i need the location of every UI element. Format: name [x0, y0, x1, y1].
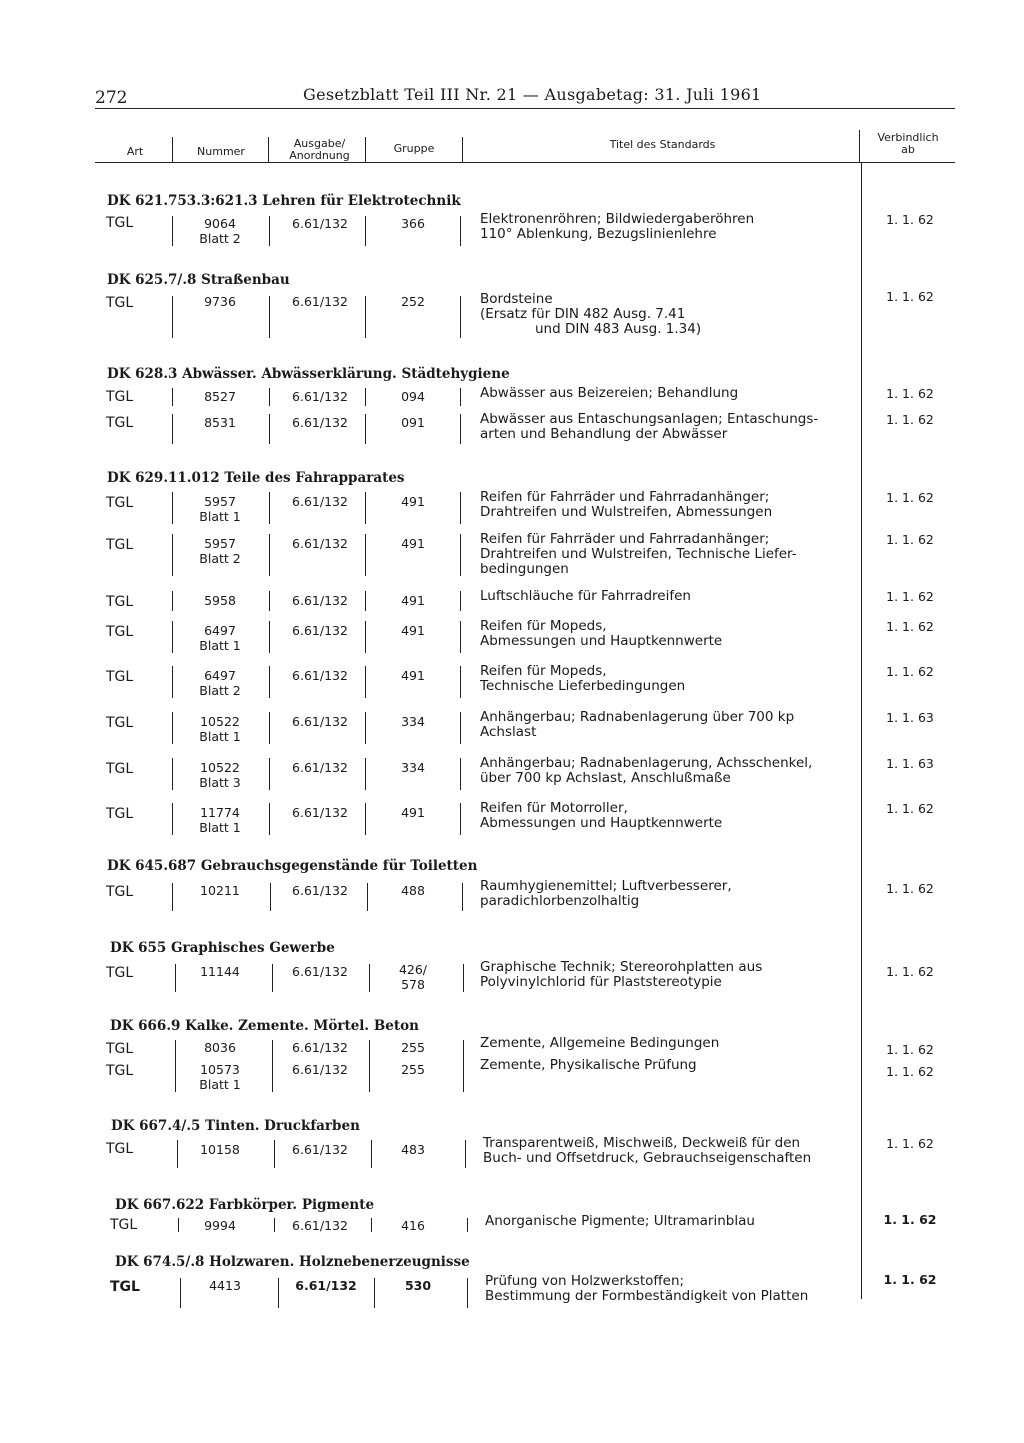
ausgabe-cell: 6.61/132: [292, 389, 348, 404]
section-title: DK 655 Graphisches Gewerbe: [110, 940, 335, 956]
gruppe-cell: 416: [401, 1218, 425, 1233]
header-verbindlich: [862, 132, 954, 156]
gruppe-cell: 366: [401, 216, 425, 231]
header-divider: [172, 137, 173, 163]
title-cell: [480, 879, 858, 909]
header-art: Art: [126, 145, 144, 158]
page-number: 272: [95, 88, 128, 108]
separator: [467, 1278, 468, 1308]
separator: [172, 666, 173, 698]
header-divider: [365, 137, 366, 163]
title-cell: [480, 1058, 858, 1073]
separator: [269, 388, 270, 406]
nummer-cell: 5957: [204, 536, 236, 551]
verbindlich-cell: 1. 1. 62: [886, 619, 934, 634]
art-cell: TGL: [110, 1217, 138, 1233]
title-line: Abmessungen und Hauptkennwerte: [480, 633, 723, 649]
ausgabe-cell: 6.61/132: [292, 1142, 348, 1157]
header-gruppe: Gruppe: [393, 142, 435, 155]
section-title: DK 667.4/.5 Tinten. Druckfarben: [111, 1118, 360, 1134]
verbindlich-cell: 1. 1. 62: [886, 664, 934, 679]
ausgabe-cell: 6.61/132: [292, 294, 348, 309]
ausgabe-cell: 6.61/132: [292, 216, 348, 231]
gruppe-cell: 483: [401, 1142, 425, 1157]
title-cell: [480, 412, 858, 442]
section-title: DK 629.11.012 Teile des Fahrapparates: [107, 470, 405, 486]
nummer-cell: 4413: [209, 1278, 241, 1293]
blatt-cell: Blatt 1: [199, 1077, 241, 1092]
gruppe-cell: 094: [401, 389, 425, 404]
nummer-cell: 10573: [200, 1062, 240, 1077]
title-line: Graphische Technik; Stereorohplatten aus: [480, 959, 763, 975]
title-line: Luftschläuche für Fahrradreifen: [480, 588, 691, 604]
verbindlich-cell: 1. 1. 62: [886, 1042, 934, 1057]
art-cell: TGL: [106, 295, 134, 311]
ausgabe-cell: 6.61/132: [292, 964, 348, 979]
separator: [365, 666, 366, 698]
running-head: Gesetzblatt Teil III Nr. 21 — Ausgabetag: 31. Juli 1961: [303, 85, 762, 104]
art-cell: TGL: [106, 806, 134, 822]
nummer-cell: 10522: [200, 760, 240, 775]
gruppe-cell: 491: [401, 494, 425, 509]
title-line: Transparentweiß, Mischweiß, Deckweiß für den: [483, 1135, 801, 1151]
gruppe-cell: 255: [401, 1062, 425, 1077]
gruppe-cell: 334: [401, 760, 425, 775]
separator: [365, 388, 366, 406]
title-line: Bordsteine: [480, 291, 553, 307]
separator: [460, 758, 461, 790]
title-line: Technische Lieferbedingungen: [480, 678, 686, 694]
gruppe-cell: 491: [401, 805, 425, 820]
title-cell: [485, 1274, 863, 1304]
title-line: und DIN 483 Ausg. 1.34): [535, 321, 702, 337]
ausgabe-cell: 6.61/132: [292, 714, 348, 729]
separator: [460, 591, 461, 611]
title-line: paradichlorbenzolhaltig: [480, 893, 640, 909]
separator: [367, 883, 368, 911]
header-nummer: Nummer: [197, 145, 245, 158]
verbindlich-cell: 1. 1. 62: [886, 881, 934, 896]
separator: [269, 803, 270, 835]
separator: [269, 414, 270, 444]
title-line: Anhängerbau; Radnabenlagerung, Achsschenkel,: [480, 755, 813, 771]
verbindlich-cell: 1. 1. 62: [883, 1272, 937, 1287]
separator: [270, 883, 271, 911]
separator: [172, 296, 173, 338]
separator: [465, 1140, 466, 1168]
ausgabe-cell: 6.61/132: [292, 760, 348, 775]
separator: [365, 591, 366, 611]
nummer-cell: 8531: [204, 415, 236, 430]
nummer-cell: 11144: [200, 964, 240, 979]
title-line: Reifen für Motorroller,: [480, 800, 628, 816]
title-line: Elektronenröhren; Bildwiedergaberöhren: [480, 211, 755, 227]
title-line: Zemente, Physikalische Prüfung: [480, 1057, 697, 1073]
nummer-cell: 10522: [200, 714, 240, 729]
separator: [172, 591, 173, 611]
art-cell: TGL: [106, 669, 134, 685]
title-line: Drahtreifen und Wulstreifen, Abmessungen: [480, 504, 773, 520]
gruppe-cell: 334: [401, 714, 425, 729]
section-title: DK 645.687 Gebrauchsgegenstände für Toiletten: [107, 858, 478, 874]
separator: [172, 492, 173, 524]
title-line: Reifen für Mopeds,: [480, 663, 607, 679]
separator: [172, 758, 173, 790]
gruppe-cell: 255: [401, 1040, 425, 1055]
separator: [278, 1278, 279, 1308]
section-title: DK 628.3 Abwässer. Abwässerklärung. Städtehygiene: [107, 366, 510, 382]
art-cell: TGL: [106, 389, 134, 405]
verbindlich-cell: 1. 1. 62: [886, 532, 934, 547]
header-rule: [95, 162, 955, 163]
title-line: 110° Ablenkung, Bezugslinienlehre: [480, 226, 717, 242]
gruppe-cell-line2: 578: [401, 977, 425, 992]
title-line: Raumhygienemittel; Luftverbesserer,: [480, 878, 732, 894]
title-cell: [480, 532, 858, 577]
blatt-cell: Blatt 1: [199, 509, 241, 524]
separator: [365, 621, 366, 653]
header-divider: [859, 130, 860, 163]
blatt-cell: Blatt 1: [199, 820, 241, 835]
top-rule: [95, 108, 955, 109]
ausgabe-cell: 6.61/132: [292, 536, 348, 551]
verbindlich-cell: 1. 1. 62: [886, 964, 934, 979]
nummer-cell: 5957: [204, 494, 236, 509]
gruppe-cell: 491: [401, 536, 425, 551]
ausgabe-cell: 6.61/132: [292, 415, 348, 430]
title-line: Bestimmung der Formbeständigkeit von Platten: [485, 1288, 809, 1304]
separator: [369, 1040, 370, 1092]
separator: [172, 803, 173, 835]
art-cell: TGL: [106, 965, 134, 981]
nummer-cell: 6497: [204, 668, 236, 683]
separator: [365, 534, 366, 576]
verbindlich-cell: 1. 1. 62: [886, 490, 934, 505]
gruppe-cell: 491: [401, 593, 425, 608]
separator: [365, 216, 366, 246]
gruppe-cell: 488: [401, 883, 425, 898]
nummer-cell: 9736: [204, 294, 236, 309]
art-cell: TGL: [106, 537, 134, 553]
title-cell: [485, 1214, 863, 1229]
verbindlich-cell: 1. 1. 62: [886, 1064, 934, 1079]
verbindlich-cell: 1. 1. 62: [886, 412, 934, 427]
nummer-cell: 10158: [200, 1142, 240, 1157]
separator: [460, 712, 461, 744]
title-line: Abwässer aus Beizereien; Behandlung: [480, 385, 739, 401]
separator: [269, 712, 270, 744]
separator: [172, 216, 173, 246]
gruppe-cell: 091: [401, 415, 425, 430]
section-title: DK 666.9 Kalke. Zemente. Mörtel. Beton: [110, 1018, 419, 1034]
gruppe-cell: 426/: [398, 962, 428, 977]
title-cell: [480, 801, 858, 831]
ausgabe-cell: 6.61/132: [295, 1278, 357, 1293]
blatt-cell: Blatt 2: [199, 231, 241, 246]
ausgabe-cell: 6.61/132: [292, 883, 348, 898]
title-cell: [483, 1136, 861, 1166]
separator: [463, 964, 464, 992]
ausgabe-cell: 6.61/132: [292, 668, 348, 683]
title-line: Prüfung von Holzwerkstoffen;: [485, 1273, 685, 1289]
verbindlich-cell: 1. 1. 62: [886, 801, 934, 816]
nummer-cell: 8527: [204, 389, 236, 404]
ausgabe-cell: 6.61/132: [292, 623, 348, 638]
nummer-cell: 5958: [204, 593, 236, 608]
title-cell: [480, 1036, 858, 1051]
gruppe-cell: 530: [404, 1278, 432, 1293]
nummer-cell: 6497: [204, 623, 236, 638]
title-cell: [480, 619, 858, 649]
verbindlich-cell: 1. 1. 63: [886, 756, 934, 771]
separator: [365, 803, 366, 835]
blatt-cell: Blatt 1: [199, 729, 241, 744]
separator: [269, 591, 270, 611]
separator: [269, 758, 270, 790]
separator: [462, 883, 463, 911]
gruppe-cell: 252: [401, 294, 425, 309]
header-verbindlich-line1: Verbindlich: [877, 131, 939, 144]
section-title: DK 621.753.3:621.3 Lehren für Elektrotechnik: [107, 193, 461, 209]
art-cell: TGL: [106, 415, 134, 431]
title-cell: [480, 756, 858, 786]
nummer-cell: 11774: [200, 805, 240, 820]
art-cell: TGL: [106, 624, 134, 640]
separator: [365, 296, 366, 338]
art-cell: TGL: [106, 715, 134, 731]
verbindlich-cell: 1. 1. 62: [886, 589, 934, 604]
separator: [460, 803, 461, 835]
separator: [172, 712, 173, 744]
header-divider: [462, 137, 463, 163]
header-ausgabe-line1: Ausgabe/: [293, 137, 346, 150]
ausgabe-cell: 6.61/132: [292, 1062, 348, 1077]
separator: [172, 621, 173, 653]
header-ausgabe: [272, 138, 367, 162]
header-titel: Titel des Standards: [609, 138, 716, 151]
separator: [365, 414, 366, 444]
title-line: bedingungen: [480, 561, 569, 577]
title-line: Reifen für Mopeds,: [480, 618, 607, 634]
title-line: arten und Behandlung der Abwässer: [480, 426, 728, 442]
separator: [272, 1040, 273, 1092]
title-cell: [480, 212, 858, 242]
separator: [460, 534, 461, 576]
title-line: Polyvinylchlorid für Plaststereotypie: [480, 974, 722, 990]
title-cell: [480, 960, 858, 990]
separator: [460, 216, 461, 246]
separator: [460, 492, 461, 524]
ausgabe-cell: 6.61/132: [292, 1040, 348, 1055]
nummer-cell: 9064: [204, 216, 236, 231]
separator: [463, 1040, 464, 1092]
separator: [269, 296, 270, 338]
blatt-cell: Blatt 2: [199, 551, 241, 566]
separator: [365, 712, 366, 744]
art-cell: TGL: [106, 1041, 134, 1057]
verbindlich-cell: 1. 1. 62: [886, 212, 934, 227]
separator: [269, 492, 270, 524]
title-cell: [480, 710, 858, 740]
title-line: Zemente, Allgemeine Bedingungen: [480, 1035, 720, 1051]
title-cell: [480, 664, 858, 694]
blatt-cell: Blatt 2: [199, 683, 241, 698]
art-cell: TGL: [106, 215, 134, 231]
verbindlich-cell: 1. 1. 63: [886, 710, 934, 725]
separator: [172, 534, 173, 576]
art-cell: TGL: [106, 761, 134, 777]
separator: [365, 492, 366, 524]
ausgabe-cell: 6.61/132: [292, 805, 348, 820]
separator: [172, 388, 173, 406]
separator: [269, 216, 270, 246]
title-line: Reifen für Fahrräder und Fahrradanhänger;: [480, 489, 770, 505]
separator: [269, 666, 270, 698]
separator: [467, 1218, 468, 1232]
title-line: über 700 kp Achslast, Anschlußmaße: [480, 770, 731, 786]
section-title: DK 667.622 Farbkörper. Pigmente: [115, 1197, 375, 1213]
title-line: Anhängerbau; Radnabenlagerung über 700 kp: [480, 709, 795, 725]
header-divider: [268, 137, 269, 163]
header-verbindlich-line2: ab: [901, 143, 915, 156]
ausgabe-cell: 6.61/132: [292, 593, 348, 608]
title-line: Drahtreifen und Wulstreifen, Technische Liefer-: [480, 546, 797, 562]
verbindlich-cell: 1. 1. 62: [886, 386, 934, 401]
nummer-cell: 9994: [204, 1218, 236, 1233]
separator: [374, 1278, 375, 1308]
separator: [460, 414, 461, 444]
title-line: Reifen für Fahrräder und Fahrradanhänger;: [480, 531, 770, 547]
separator: [460, 621, 461, 653]
separator: [365, 758, 366, 790]
blatt-cell: Blatt 3: [199, 775, 241, 790]
separator: [269, 621, 270, 653]
art-cell: TGL: [106, 884, 134, 900]
separator: [460, 296, 461, 338]
separator: [172, 414, 173, 444]
section-title: DK 625.7/.8 Straßenbau: [107, 272, 290, 288]
verbindlich-cell: 1. 1. 62: [886, 289, 934, 304]
ausgabe-cell: 6.61/132: [292, 1218, 348, 1233]
title-line: Abmessungen und Hauptkennwerte: [480, 815, 723, 831]
title-line: Buch- und Offsetdruck, Gebrauchseigenschaften: [483, 1150, 812, 1166]
separator: [272, 964, 273, 992]
separator: [460, 388, 461, 406]
separator: [369, 964, 370, 992]
blatt-cell: Blatt 1: [199, 638, 241, 653]
ausgabe-cell: 6.61/132: [292, 494, 348, 509]
title-line: Anorganische Pigmente; Ultramarinblau: [485, 1213, 755, 1229]
nummer-cell: 8036: [204, 1040, 236, 1055]
title-cell: [480, 490, 858, 520]
title-line: (Ersatz für DIN 482 Ausg. 7.41: [480, 306, 686, 322]
gruppe-cell: 491: [401, 623, 425, 638]
art-cell: TGL: [106, 1141, 134, 1157]
art-cell: TGL: [110, 1279, 140, 1295]
separator: [269, 534, 270, 576]
title-line: Achslast: [480, 724, 537, 740]
verbindlich-cell: 1. 1. 62: [883, 1212, 937, 1227]
title-cell: [480, 386, 858, 401]
art-cell: TGL: [106, 495, 134, 511]
title-line: Abwässer aus Entaschungsanlagen; Entaschungs-: [480, 411, 819, 427]
art-cell: TGL: [106, 594, 134, 610]
section-title: DK 674.5/.8 Holzwaren. Holznebenerzeugnisse: [115, 1254, 470, 1270]
title-cell: [480, 292, 858, 337]
header-ausgabe-line2: Anordnung: [289, 149, 350, 162]
gruppe-cell: 491: [401, 668, 425, 683]
separator: [460, 666, 461, 698]
verbindlich-column-divider: [861, 163, 862, 1299]
separator: [172, 883, 173, 911]
title-cell: [480, 589, 858, 604]
verbindlich-cell: 1. 1. 62: [886, 1136, 934, 1151]
art-cell: TGL: [106, 1063, 134, 1079]
nummer-cell: 10211: [200, 883, 240, 898]
